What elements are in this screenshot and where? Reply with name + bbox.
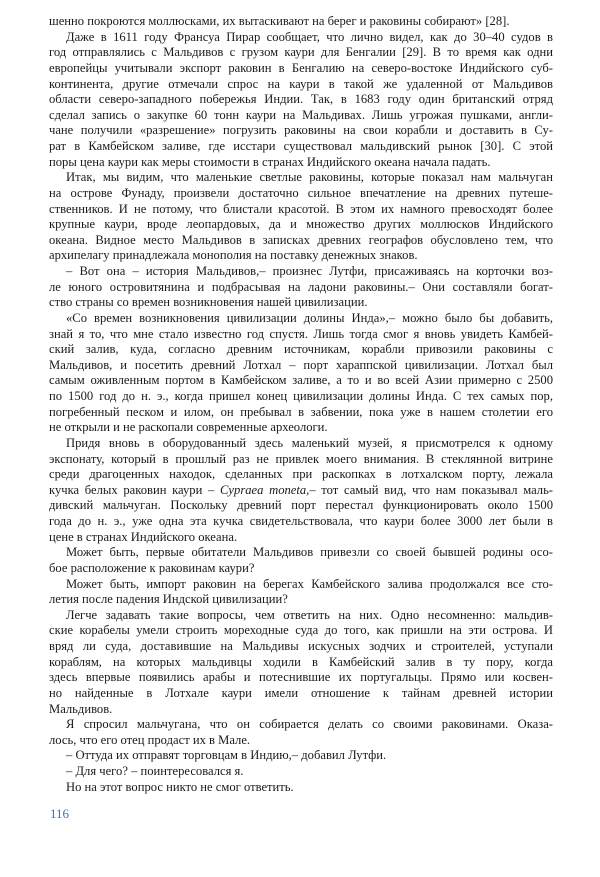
text-segment: кучка белых раковин каури – bbox=[49, 482, 221, 497]
text-line: «Со времен возникновения цивилизации долины Инда»,– можно было бы добавить, bbox=[66, 310, 553, 325]
text-line: экспонату, который в прошлый раз не привлек моего внимания. В стеклянной витрине bbox=[49, 451, 553, 466]
text-line: – Вот она – история Мальдивов,– произнес Лутфи, присаживаясь на корточки воз- bbox=[66, 264, 553, 278]
text-line: ственников. И не потому, что блистали красотой. В этом их намного превосходят более bbox=[49, 201, 553, 216]
text-line: сделал запись о закупке 60 тонн каури на Мальдивах. Лишь угрожая пушками, англи- bbox=[49, 107, 553, 122]
text-line: кораблям, на которых мальдивцы ходили в Камбейский залив в ту пору, когда bbox=[49, 654, 553, 669]
text-line: ство страны со времен возникновения нашей цивилизации. bbox=[49, 295, 368, 310]
text-line: Но на этот вопрос никто не смог ответить. bbox=[66, 779, 294, 794]
text-line: – Для чего? – поинтересовался я. bbox=[66, 764, 244, 778]
text-line: самым оживленным портом в Камбейском заливе, а то и во всей Азии примерно с 2500 bbox=[49, 373, 553, 388]
text-line: года до н. э., уже одна эта кучка свидетельствовала, что каури более 3000 лет были в bbox=[49, 514, 553, 528]
text-line: лось, что его отец продаст их в Мале. bbox=[49, 732, 251, 747]
text-line: Может быть, импорт раковин на берегах Камбейского залива продолжался все сто- bbox=[66, 576, 553, 591]
text-line: здесь впервые появились арабы и потеснившие их португальцы. Прямо или косвен- bbox=[49, 670, 553, 685]
text-line: континента, другие отмечали спрос на каури в такой же удаленной от Мальдивов bbox=[49, 76, 553, 91]
text-line: чане получили «разрешение» погрузить раковины на свои корабли и доставить в Су- bbox=[49, 123, 553, 138]
text-line: европейцы учитывали экспорт раковин в Бенгалию на северо-востоке Индийского суб- bbox=[49, 60, 553, 75]
text-line: Я спросил мальчугана, что он собирается делать со своими раковинами. Оказа- bbox=[66, 717, 553, 732]
text-line: Даже в 1611 году Франсуа Пирар сообщает, что лично видел, как до 30–40 судов в bbox=[66, 29, 553, 44]
text-line: на острове Фунаду, произвели достаточно сильное впечатление на древних путеше- bbox=[49, 185, 553, 200]
text-line: Легче задавать такие вопросы, чем ответить на них. Одно несомненно: мальдив- bbox=[66, 607, 553, 622]
text-line: но найденные в Лотхале каури имели отношение к тайнам древней истории bbox=[49, 685, 553, 700]
text-line: области северо-западного побережья Индии. Так, в 1683 году один британский отряд bbox=[49, 92, 553, 107]
text-line: погребенный песком и илом, он пребывал в забвении, пока уже в нашем столетии его bbox=[49, 404, 553, 419]
text-line: ский залив, куда, согласно древним источникам, корабли привозили раковины с bbox=[49, 342, 553, 357]
text-line: – Оттуда их отправят торговцам в Индию,– добавил Лутфи. bbox=[66, 748, 387, 763]
text-line bbox=[49, 483, 553, 499]
text-line: Итак, мы видим, что маленькие светлые раковины, которые показал нам мальчуган bbox=[66, 170, 553, 185]
text-line: год отправлялись с Мальдивов с грузом каури для Бенгалии [29]. В то время как одни bbox=[49, 45, 553, 60]
italic-species-name: Cypraea moneta bbox=[220, 482, 307, 497]
text-line: поры цена каури как меры стоимости в странах Индийского океана начала падать. bbox=[49, 154, 491, 169]
text-line: океана. Видное место Мальдивов в записках древних географов обусловлено тем, что bbox=[49, 232, 553, 247]
text-line: Может быть, первые обитатели Мальдивов привезли со своей бывшей родины осо- bbox=[66, 545, 553, 560]
text-line: Мальдивов. bbox=[49, 701, 113, 716]
text-line: ле юного островитянина и подбрасывая на ладони раковины.– Они составляли богат- bbox=[49, 279, 553, 294]
text-line: среди драгоценных находок, сделанных при раскопках в лотхалском порту, лежала bbox=[49, 467, 553, 482]
text-line: вряд ли суда, доставившие на Мальдивы искусных зодчих и строителей, уступали bbox=[49, 639, 553, 653]
text-line: архипелагу принадлежала монополия на поставку денежных знаков. bbox=[49, 248, 418, 263]
text-line: летия после падения Индской цивилизации? bbox=[49, 592, 288, 607]
text-line: Придя вновь в оборудованный здесь маленький музей, я присмотрелся к одному bbox=[66, 435, 553, 450]
text-line: цене в странах Индийского океана. bbox=[49, 529, 238, 544]
text-line: крупные каури, вроде леопардовых, да и множество других моллюсков Индийского bbox=[49, 217, 553, 232]
text-line: рат в Камбейском заливе, где исстари существовал мальдивский рынок [30]. С этой bbox=[49, 139, 553, 153]
text-line: Мальдивов, и посетить древний Лотхал – порт хараппской цивилизации. Лотхал был bbox=[49, 357, 553, 372]
book-page-text bbox=[49, 14, 553, 795]
text-line: не открыли и не раскопали современные археологи. bbox=[49, 420, 328, 435]
text-line: знай я то, что мне стало известно год спустя. Лишь тогда смог я вновь увидеть Камбей- bbox=[49, 326, 553, 341]
text-line: ские корабелы умели строить мореходные суда до того, как пришли на эти острова. И bbox=[49, 623, 553, 638]
page-number: 116 bbox=[50, 806, 70, 821]
text-line: бое расположение к раковинам каури? bbox=[49, 560, 255, 575]
text-line: шенно покроются моллюсками, их вытаскивают на берег и раковины собирают» [28]. bbox=[49, 14, 510, 28]
text-segment: ,– тот самый вид, что нам показывал маль- bbox=[306, 482, 554, 497]
text-line: дивский мальчуган. Поскольку древний порт перестал функционировать около 1500 bbox=[49, 498, 553, 513]
text-line: по 1500 год до н. э., когда пришел конец цивилизации долины Инда. С тех самых пор, bbox=[49, 389, 553, 403]
